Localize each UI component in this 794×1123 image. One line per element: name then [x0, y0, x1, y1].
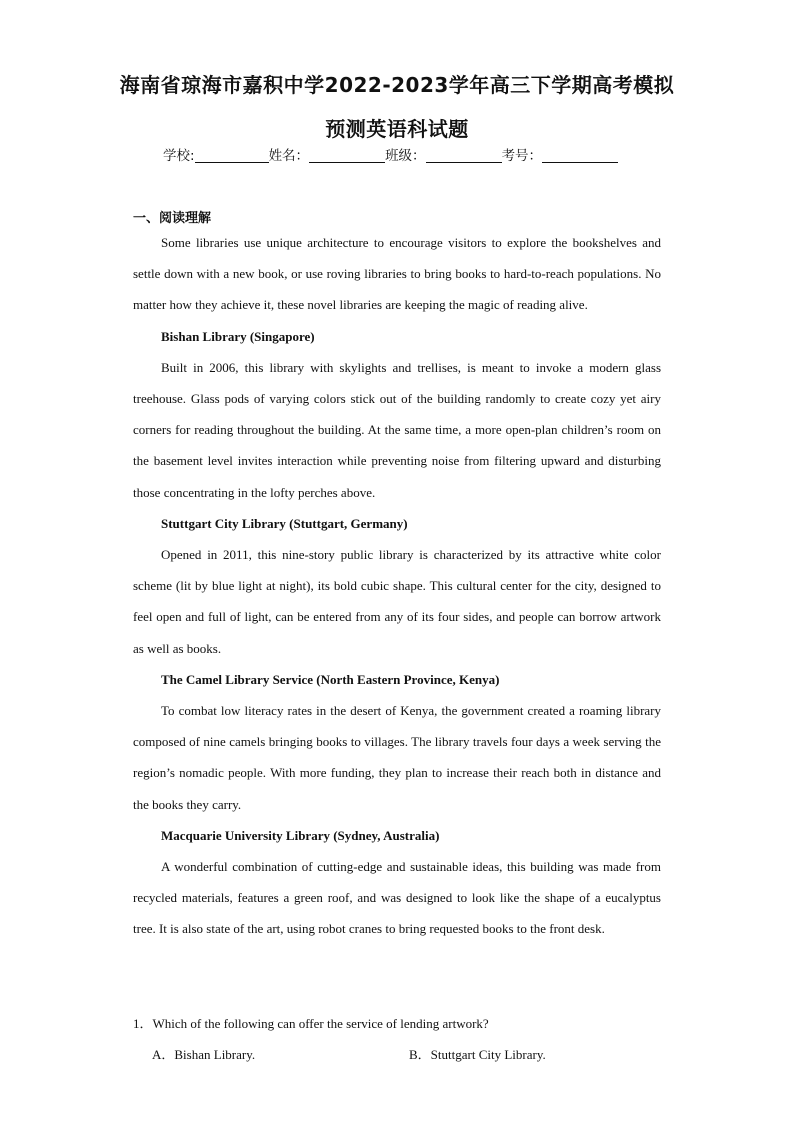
exam-title-line2: 预测英语科试题	[325, 117, 469, 141]
question-1: 1．Which of the following can offer the service of lending artwork?	[133, 1016, 489, 1031]
library-paragraph: Built in 2006, this library with skylights and trellises, is meant to invoke a modern glass treehouse. Glass pods of varying colors stick out of the building randomly to create cozy yet airy corners for reading throughout the building. At the same time, a more open-plan children’s room on the basement level invites interaction while preventing noise from filtering upward and disturbing those concentrating in the lofty perches above.	[133, 359, 661, 500]
question-1-option-b[interactable]: B．Stuttgart City Library.	[409, 1047, 546, 1062]
library-paragraph: A wonderful combination of cutting-edge and sustainable ideas, this building was made from recycled materials, features a green roof, and was designed to look like the shape of a eucalyptus tree. It is also state of the art, using robot cranes to bring requested books to the front desk.	[133, 859, 661, 937]
library-heading: Bishan Library (Singapore)	[161, 328, 315, 344]
library-heading: The Camel Library Service (North Eastern Province, Kenya)	[161, 671, 500, 687]
school-label: 学校:	[163, 148, 195, 164]
exam-title-line1: 海南省琼海市嘉积中学2022-2023学年高三下学期高考模拟	[119, 73, 675, 97]
student-info-row	[163, 144, 618, 164]
intro-paragraph: Some libraries use unique architecture to encourage visitors to explore the bookshelves and settle down with a new book, or use roving libraries to bring books to hard-to-reach populations. No matter how they achieve it, these novel libraries are keeping the magic of reading alive.	[133, 235, 661, 313]
reading-passage	[133, 227, 661, 945]
name-label: 姓名：	[268, 148, 310, 164]
section-title: 一、阅读理解	[133, 211, 212, 226]
exam-no-label: 考号：	[501, 148, 543, 164]
exam-no-blank[interactable]	[542, 148, 618, 163]
class-blank[interactable]	[426, 148, 502, 163]
library-paragraph: To combat low literacy rates in the desert of Kenya, the government created a roaming library composed of nine camels bringing books to villages. The library travels four days a week serving the region’s nomadic people. With more funding, they plan to increase their reach both in distance and the books they carry.	[133, 703, 661, 812]
question-1-option-a[interactable]: A．Bishan Library.	[152, 1047, 256, 1062]
library-heading: Macquarie University Library (Sydney, Australia)	[161, 827, 440, 843]
class-label: 班级：	[385, 148, 426, 164]
name-blank[interactable]	[309, 148, 385, 163]
school-blank[interactable]	[195, 148, 269, 163]
library-paragraph: Opened in 2011, this nine-story public library is characterized by its attractive white color scheme (lit by blue light at night), its bold cubic shape. This cultural center for the city, designed to feel open and full of light, can be entered from any of its four sides, and people can borrow artwork as well as books.	[133, 547, 661, 656]
library-heading: Stuttgart City Library (Stuttgart, Germany)	[161, 515, 408, 531]
